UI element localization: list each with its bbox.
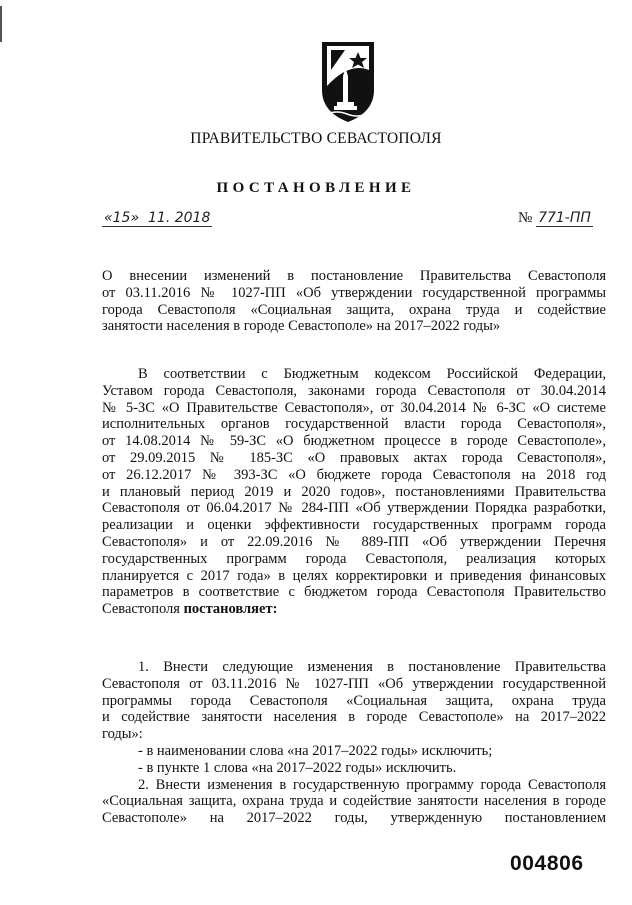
body-line: параметров в соответствие с бюджетом города Севастополя Правительство bbox=[102, 584, 606, 601]
sevastopol-coat-of-arms-icon bbox=[319, 40, 377, 124]
body-line: и плановый период 2019 и 2020 годов», постановлениями Правительства bbox=[102, 483, 606, 500]
body-line: государственных программ города Севастополя, реализация которых bbox=[102, 550, 606, 567]
subject-line: города Севастополя «Социальная защита, охрана труда и содействие bbox=[102, 301, 606, 318]
date-day: 15 bbox=[112, 210, 131, 226]
document-type-title: ПОСТАНОВЛЕНИЕ bbox=[216, 180, 416, 196]
government-name: ПРАВИТЕЛЬСТВО СЕВАСТОПОЛЯ bbox=[190, 130, 442, 147]
item-line: Севастополе» на 2017–2022 годы, утвержденную постановлением bbox=[102, 810, 606, 827]
subject-line: О внесении изменений в постановление Правительства Севастополя bbox=[102, 268, 606, 284]
item-line: и содействие занятости населения в городе Севастополе» на 2017–2022 bbox=[102, 709, 606, 726]
item-line: годы»: bbox=[102, 726, 143, 743]
date-handwritten: «15» 11. 2018 bbox=[104, 210, 211, 226]
item-line: программы города Севастополя «Социальная защита, охрана труда bbox=[102, 692, 606, 709]
document-number: № 771-ПП bbox=[518, 210, 591, 226]
preamble-paragraph bbox=[102, 366, 606, 618]
date-month-year: 11. 2018 bbox=[148, 210, 211, 226]
body-line: Севастополя постановляет: bbox=[102, 601, 278, 618]
body-line: от 14.08.2014 № 59-ЗС «О бюджетном процессе в городе Севастополе», bbox=[102, 433, 606, 450]
item-line: Севастополя от 03.11.2016 № 1027-ПП «Об утверждении государственной bbox=[102, 675, 606, 692]
item-line: 2. Внести изменения в государственную программу города Севастополя bbox=[138, 776, 606, 793]
scan-edge-mark bbox=[0, 6, 2, 42]
number-handwritten: 771-ПП bbox=[538, 210, 591, 226]
body-line: Севастополя от 06.04.2017 № 284-ПП «Об утверждении Порядка разработки, bbox=[102, 500, 606, 517]
document-date bbox=[102, 210, 212, 227]
resolves-keyword: постановляет: bbox=[183, 601, 278, 618]
body-line: от 26.12.2017 № 393-ЗС «О бюджете города Севастополя на 2018 год bbox=[102, 466, 606, 483]
document-subject bbox=[102, 268, 606, 335]
item-line: 1. Внести следующие изменения в постановление Правительства bbox=[138, 659, 606, 675]
item-line: - в пункте 1 слова «на 2017–2022 годы» исключить. bbox=[138, 759, 457, 776]
body-line: Уставом города Севастополя, законами города Севастополя от 30.04.2014 bbox=[102, 382, 606, 399]
body-line: от 29.09.2015 № 185-ЗС «О правовых актах города Севастополя», bbox=[102, 449, 606, 466]
subject-line: от 03.11.2016 № 1027-ПП «Об утверждении государственной программы bbox=[102, 284, 606, 301]
body-line: № 5-ЗС «О Правительстве Севастополя», от 30.04.2014 № 6-ЗС «О системе bbox=[102, 399, 606, 416]
body-line: В соответствии с Бюджетным кодексом Российской Федерации, bbox=[138, 366, 606, 382]
item-line: «Социальная защита, охрана труда и содействие занятости населения в городе bbox=[102, 793, 606, 810]
item-line: - в наименовании слова «на 2017–2022 годы» исключить; bbox=[138, 742, 493, 759]
body-line: реализации и оценки эффективности государственных программ города bbox=[102, 517, 606, 534]
serial-number: 004806 bbox=[510, 852, 584, 875]
subject-line: занятости населения в городе Севастополе» на 2017–2022 годы» bbox=[102, 318, 501, 335]
resolution-items bbox=[102, 659, 606, 827]
body-line: планируется с 2017 года» в целях корректировки и приведения финансовых bbox=[102, 567, 606, 584]
body-line: исполнительных органов государственной власти города Севастополя», bbox=[102, 416, 606, 433]
body-line: Севастополя» и от 22.09.2016 № 889-ПП «Об утверждении Перечня bbox=[102, 533, 606, 550]
